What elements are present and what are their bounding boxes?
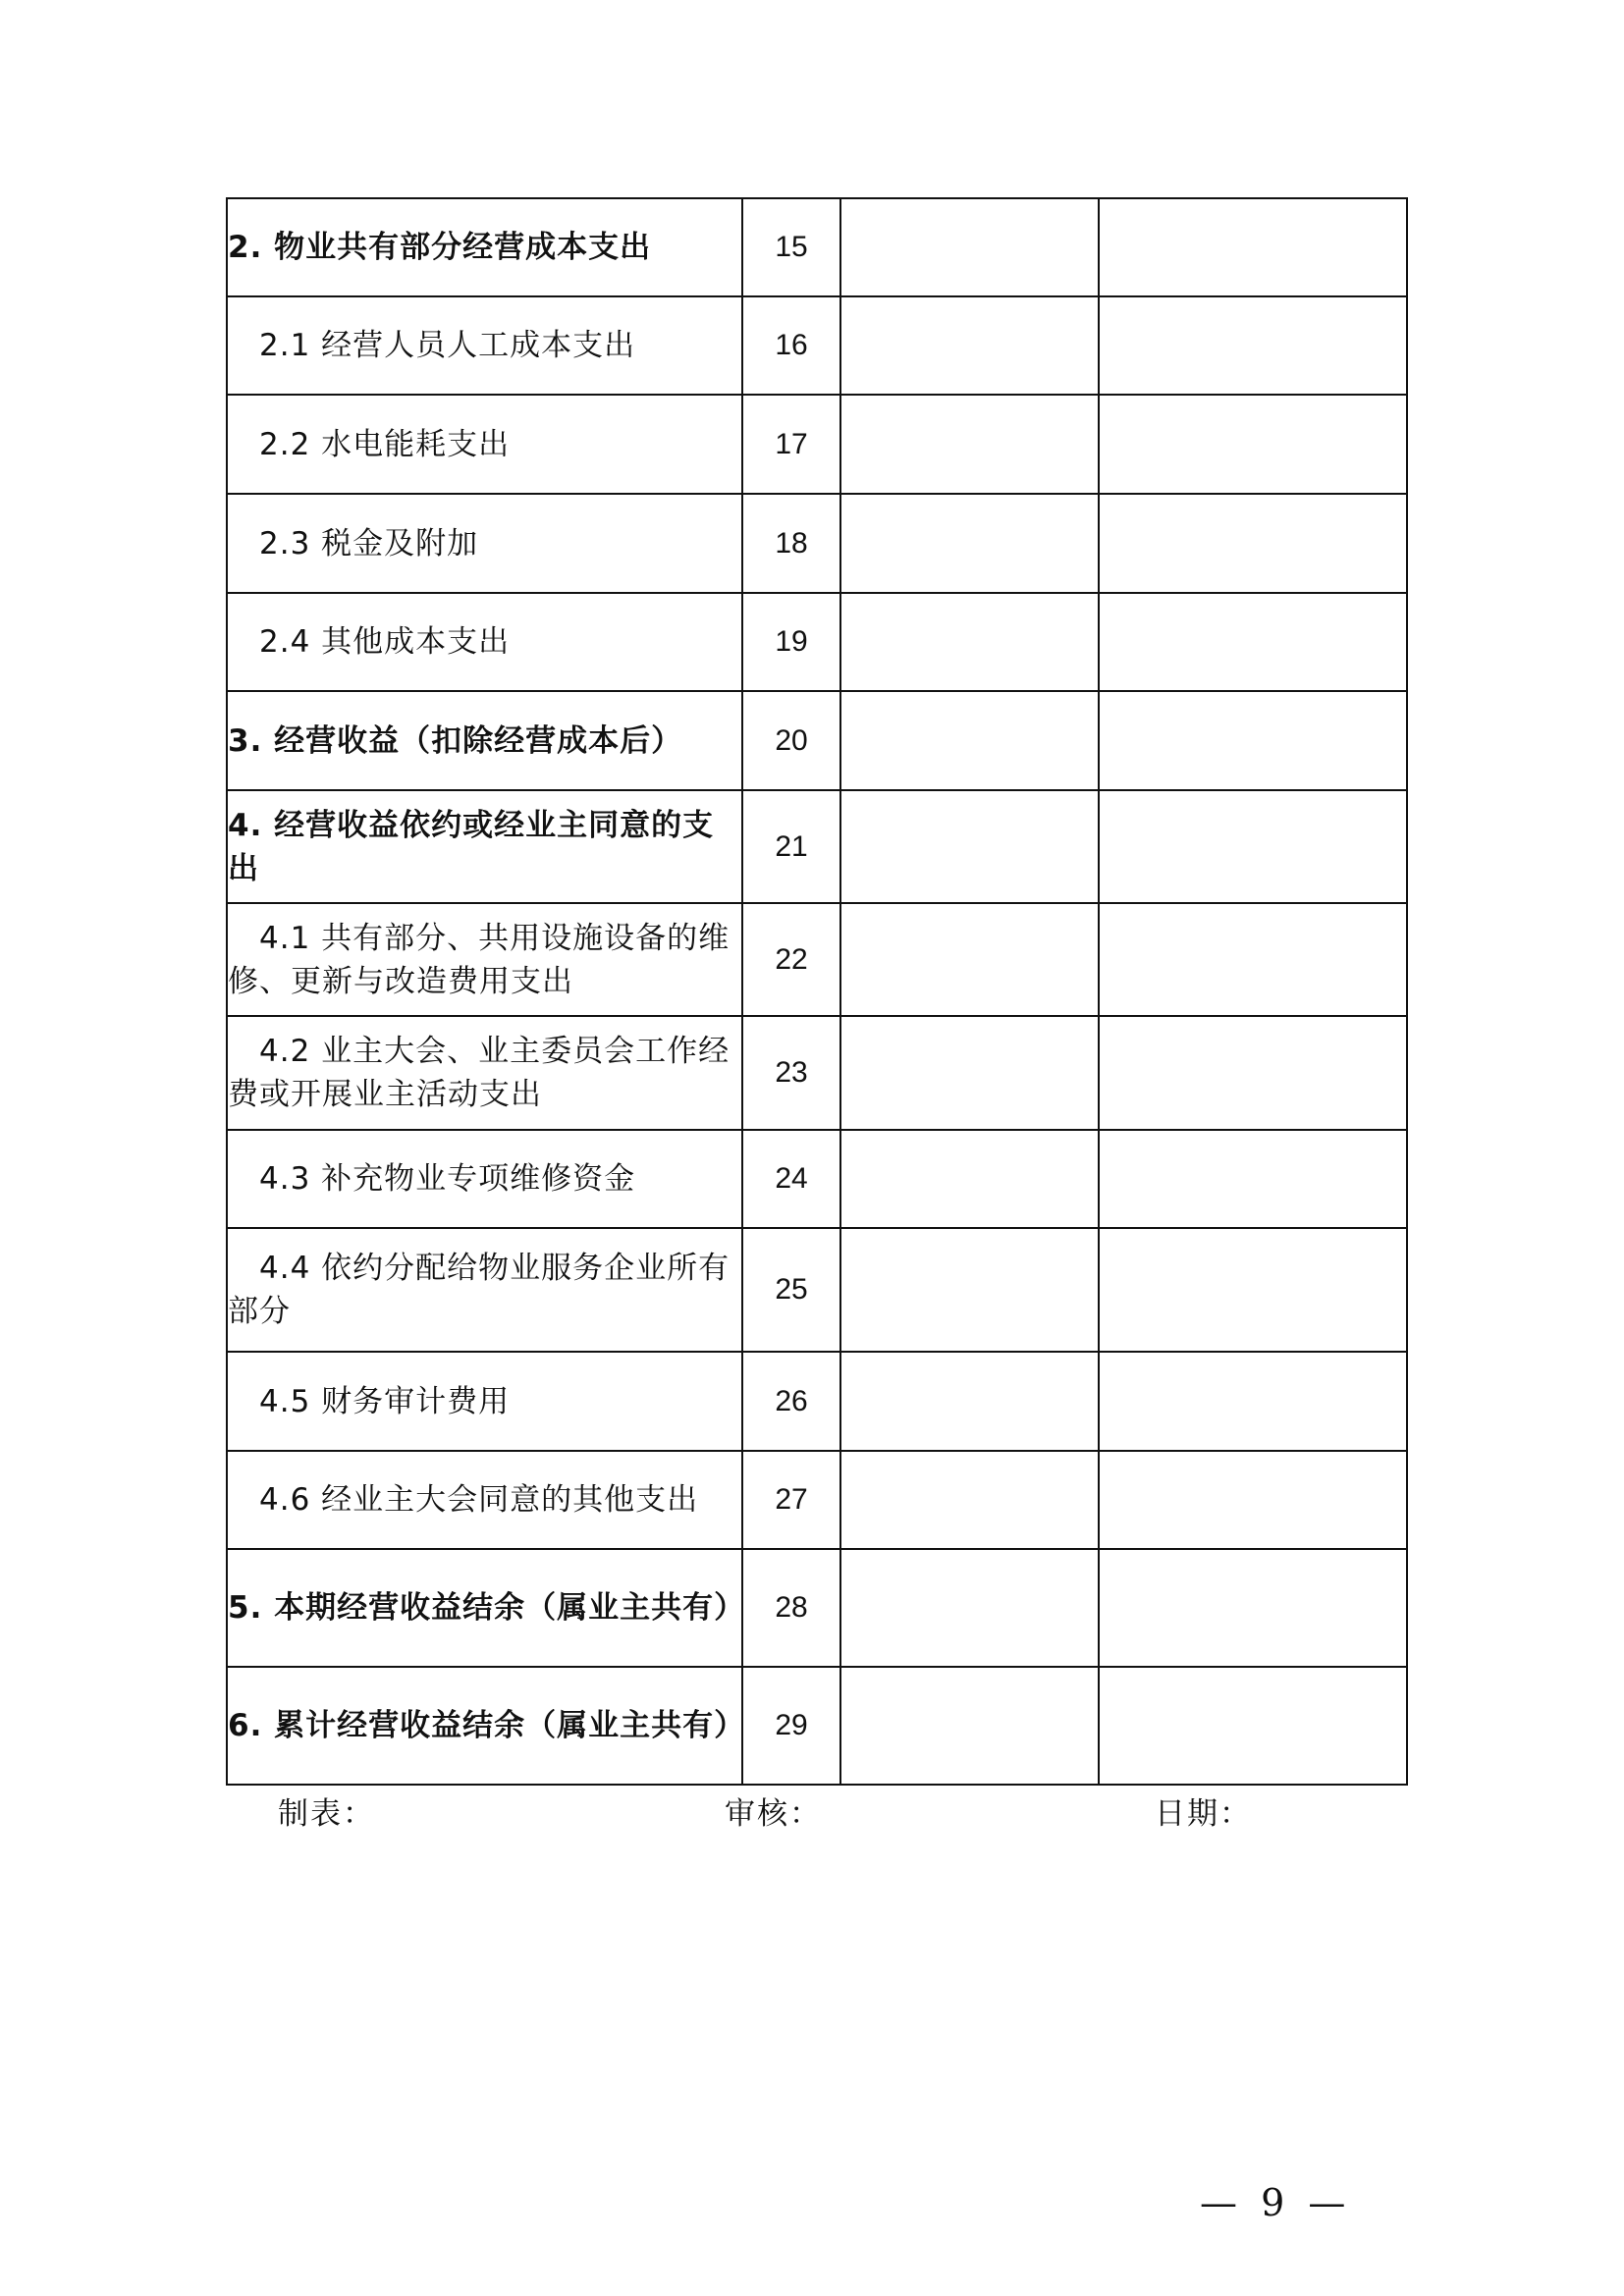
- current-period-amount-cell[interactable]: [840, 1016, 1099, 1130]
- line-number-cell: 19: [742, 593, 840, 691]
- item-name-cell: [227, 296, 742, 395]
- item-name: 4.6 经业主大会同意的其他支出: [259, 1482, 699, 1518]
- line-number-cell: 18: [742, 494, 840, 593]
- cumulative-amount-cell[interactable]: [1099, 1130, 1407, 1228]
- item-name-cell: [227, 1352, 742, 1451]
- item-name-cell: [227, 1016, 742, 1130]
- current-period-amount-cell[interactable]: [840, 395, 1099, 494]
- table-row: [227, 494, 1407, 593]
- item-name-cell: [227, 1228, 742, 1352]
- line-number-cell: 17: [742, 395, 840, 494]
- item-name: 4.4 依约分配给物业服务企业所有部分: [228, 1251, 731, 1329]
- item-name: 2. 物业共有部分经营成本支出: [228, 230, 652, 265]
- cumulative-amount-cell[interactable]: [1099, 494, 1407, 593]
- item-name: 4.2 业主大会、业主委员会工作经费或开展业主活动支出: [228, 1034, 731, 1112]
- cumulative-amount-cell[interactable]: [1099, 1228, 1407, 1352]
- cumulative-amount-cell[interactable]: [1099, 790, 1407, 903]
- table-row: [227, 296, 1407, 395]
- item-name-cell: [227, 790, 742, 903]
- item-name-cell: [227, 395, 742, 494]
- current-period-amount-cell[interactable]: [840, 1352, 1099, 1451]
- item-name: 6. 累计经营收益结余（属业主共有）: [228, 1708, 746, 1743]
- table-row: [227, 903, 1407, 1016]
- current-period-amount-cell[interactable]: [840, 1549, 1099, 1667]
- current-period-amount-cell[interactable]: [840, 1667, 1099, 1785]
- page-number: — 9 —: [1200, 2181, 1352, 2224]
- item-name: 2.4 其他成本支出: [259, 624, 511, 660]
- item-name: 2.2 水电能耗支出: [259, 426, 511, 462]
- item-name-cell: [227, 1130, 742, 1228]
- table-row: [227, 198, 1407, 296]
- current-period-amount-cell[interactable]: [840, 1228, 1099, 1352]
- cumulative-amount-cell[interactable]: [1099, 593, 1407, 691]
- line-number-cell: 23: [742, 1016, 840, 1130]
- item-name-cell: [227, 1549, 746, 1667]
- cumulative-amount-cell[interactable]: [1099, 903, 1407, 1016]
- table-row: [227, 1667, 1407, 1785]
- line-number-cell: 26: [742, 1352, 840, 1451]
- line-number-cell: 20: [742, 691, 840, 790]
- item-name-cell: [227, 198, 742, 296]
- table-row: [227, 691, 1407, 790]
- table-row: [227, 1451, 1407, 1549]
- table-row: [227, 395, 1407, 494]
- current-period-amount-cell[interactable]: [840, 1451, 1099, 1549]
- cumulative-amount-cell[interactable]: [1099, 1352, 1407, 1451]
- prepared-by-label: 制表：: [278, 1796, 375, 1832]
- cumulative-amount-cell[interactable]: [1099, 1667, 1407, 1785]
- reviewed-by-label: 审核：: [725, 1796, 822, 1832]
- cumulative-amount-cell[interactable]: [1099, 198, 1407, 296]
- cumulative-amount-cell[interactable]: [1099, 1549, 1407, 1667]
- table-row: [227, 1228, 1407, 1352]
- line-number-cell: 22: [742, 903, 840, 1016]
- line-number-cell: 24: [742, 1130, 840, 1228]
- item-name-cell: [227, 1667, 746, 1785]
- current-period-amount-cell[interactable]: [840, 903, 1099, 1016]
- current-period-amount-cell[interactable]: [840, 198, 1099, 296]
- line-number-cell: 28: [742, 1549, 840, 1667]
- current-period-amount-cell[interactable]: [840, 691, 1099, 790]
- operating-income-expense-table: [226, 197, 1408, 1786]
- line-number-cell: 29: [742, 1667, 840, 1785]
- current-period-amount-cell[interactable]: [840, 296, 1099, 395]
- item-name: 4.5 财务审计费用: [259, 1383, 511, 1419]
- item-name: 4.3 补充物业专项维修资金: [259, 1161, 636, 1197]
- line-number-cell: 21: [742, 790, 840, 903]
- current-period-amount-cell[interactable]: [840, 1130, 1099, 1228]
- line-number-cell: 16: [742, 296, 840, 395]
- line-number-cell: 15: [742, 198, 840, 296]
- cumulative-amount-cell[interactable]: [1099, 691, 1407, 790]
- item-name-cell: [227, 593, 742, 691]
- cumulative-amount-cell[interactable]: [1099, 296, 1407, 395]
- current-period-amount-cell[interactable]: [840, 593, 1099, 691]
- item-name: 5. 本期经营收益结余（属业主共有）: [228, 1590, 746, 1626]
- cumulative-amount-cell[interactable]: [1099, 395, 1407, 494]
- table-row: [227, 1549, 1407, 1667]
- current-period-amount-cell[interactable]: [840, 790, 1099, 903]
- cumulative-amount-cell[interactable]: [1099, 1016, 1407, 1130]
- item-name: 4. 经营收益依约或经业主同意的支出: [228, 807, 715, 886]
- item-name-cell: [227, 903, 742, 1016]
- line-number-cell: 25: [742, 1228, 840, 1352]
- table-row: [227, 1130, 1407, 1228]
- cumulative-amount-cell[interactable]: [1099, 1451, 1407, 1549]
- line-number-cell: 27: [742, 1451, 840, 1549]
- table-row: [227, 790, 1407, 903]
- current-period-amount-cell[interactable]: [840, 494, 1099, 593]
- date-label: 日期：: [1155, 1796, 1252, 1832]
- table-row: [227, 1352, 1407, 1451]
- item-name: 4.1 共有部分、共用设施设备的维修、更新与改造费用支出: [228, 920, 731, 999]
- item-name-cell: [227, 691, 742, 790]
- item-name-cell: [227, 1451, 742, 1549]
- table-row: [227, 1016, 1407, 1130]
- item-name: 2.1 经营人员人工成本支出: [259, 328, 636, 363]
- table-row: [227, 593, 1407, 691]
- item-name: 3. 经营收益（扣除经营成本后）: [228, 722, 683, 759]
- item-name-cell: [227, 494, 742, 593]
- item-name: 2.3 税金及附加: [259, 525, 479, 561]
